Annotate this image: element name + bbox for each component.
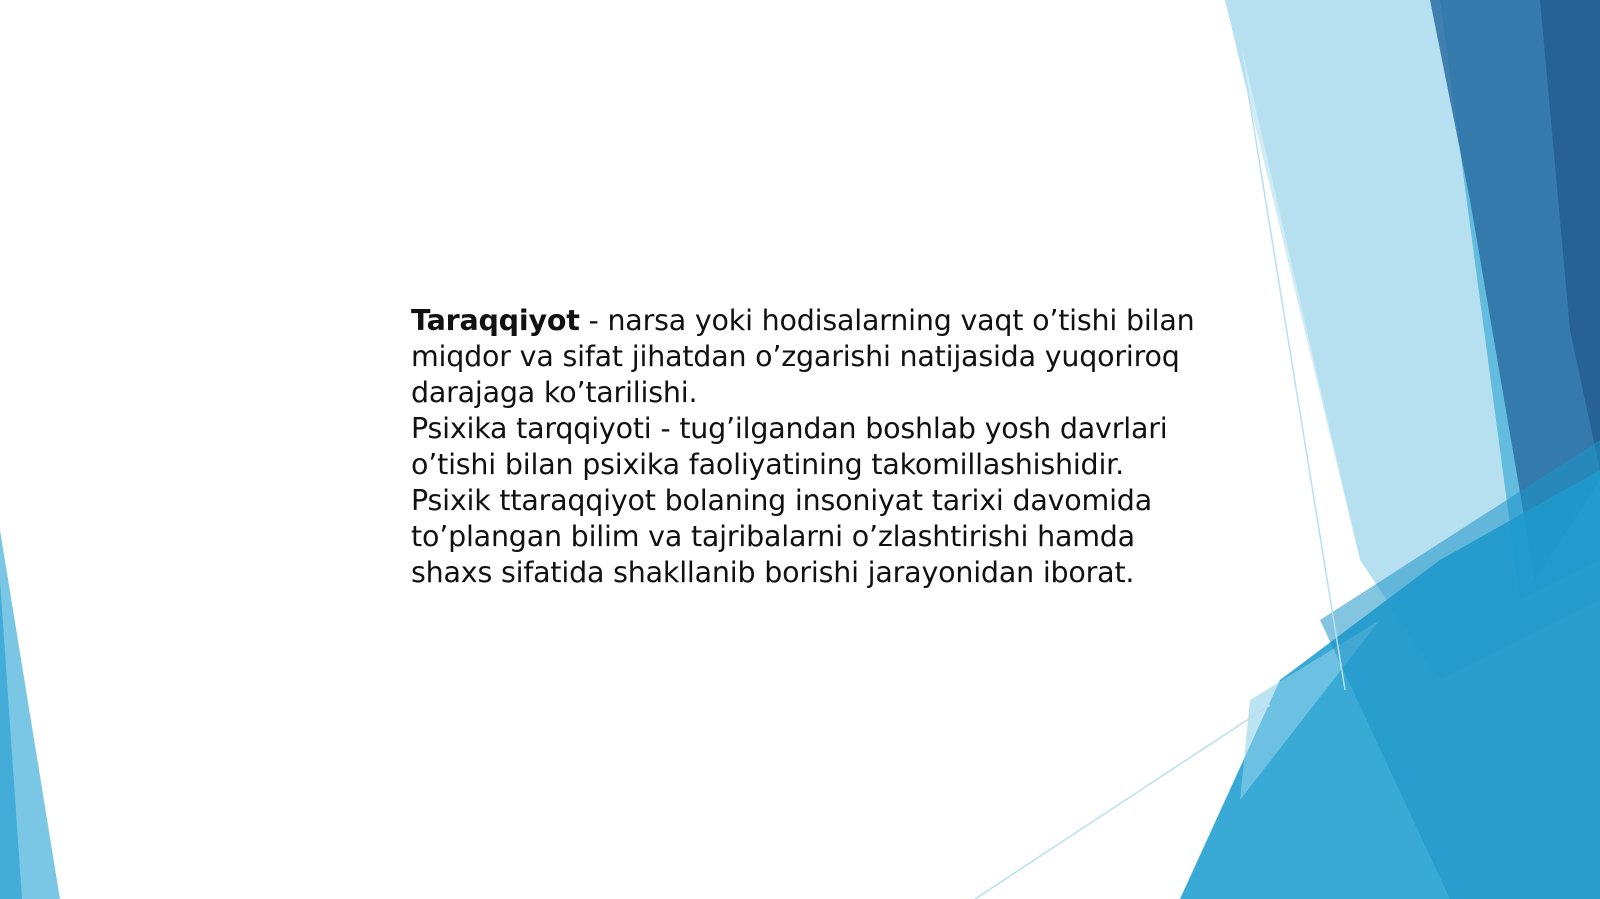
definition-paragraph-3: Psixik ttaraqqiyot bolaning insoniyat tarixi davomida to’plangan bilim va tajribalarni o’zlashtirishi hamda shaxs sifatida shakllanib borishi jarayonidan iborat.: [411, 484, 1152, 589]
definition-text-1: - narsa yoki hodisalarning vaqt o’tishi bilan miqdor va sifat jihatdan o’zgarishi natijasida yuqoriroq darajaga ko’tarilishi.: [411, 304, 1195, 409]
definition-paragraph-2: Psixika tarqqiyoti - tug’ilgandan boshlab yosh davrlari o’tishi bilan psixika faoliyatining takomillashishidir.: [411, 412, 1168, 481]
term-taraqqiyot: Taraqqiyot: [411, 304, 580, 337]
slide-text-block: [411, 303, 1201, 591]
definition-paragraph-1: [411, 303, 1201, 411]
